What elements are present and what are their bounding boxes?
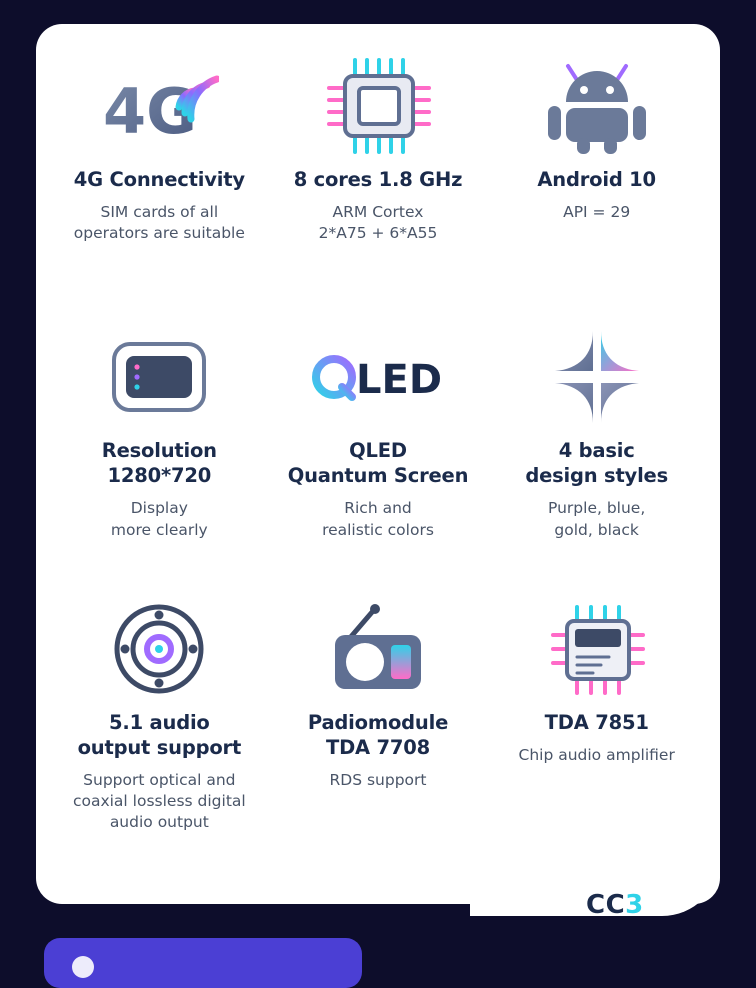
brand-logo-accent: 3	[625, 890, 644, 920]
brand-logo	[586, 890, 644, 920]
feature-title: QLED Quantum Screen	[287, 439, 469, 488]
feature-item-design-styles	[487, 321, 706, 592]
feature-subtitle: SIM cards of all operators are suitable	[73, 202, 245, 243]
feature-title: Padiomodule TDA 7708	[307, 710, 449, 759]
feature-item-audio	[50, 593, 269, 864]
feature-item-amplifier	[487, 593, 706, 864]
feature-title: 4 basic design styles	[525, 439, 668, 488]
feature-subtitle: Display more clearly	[110, 499, 208, 539]
feature-subtitle: Chip audio amplifier	[518, 745, 675, 764]
feature-title: Android 10	[537, 168, 656, 191]
feature-title: 4G Connectivity	[73, 168, 245, 191]
feature-item-4g	[50, 50, 269, 321]
radio-module-icon	[325, 593, 431, 705]
android-robot-icon	[544, 50, 650, 162]
design-styles-icon	[549, 321, 645, 433]
feature-grid	[36, 24, 720, 884]
feature-item-radio	[269, 593, 488, 864]
feature-title: Resolution 1280*720	[101, 439, 217, 488]
feature-subtitle: ARM Cortex 2*A75 + 6*A55	[318, 202, 438, 243]
speaker-audio-icon	[111, 593, 207, 705]
4g-signal-icon	[99, 50, 219, 162]
feature-subtitle: API = 29	[563, 202, 631, 221]
feature-subtitle: Purple, blue, gold, black	[548, 499, 646, 539]
svg-text:LED: LED	[355, 357, 442, 404]
cpu-chip-icon	[323, 50, 433, 162]
feature-item-resolution	[50, 321, 269, 592]
bottom-bar[interactable]	[44, 938, 362, 988]
feature-subtitle: Rich and realistic colors	[322, 499, 434, 539]
amplifier-chip-icon	[547, 593, 647, 705]
bottom-bar-icon	[72, 956, 94, 978]
qled-logo-icon	[308, 321, 448, 433]
feature-subtitle: Support optical and coaxial lossless digital audio output	[72, 770, 246, 832]
feature-title: 8 cores 1.8 GHz	[293, 168, 463, 191]
feature-subtitle: RDS support	[329, 770, 427, 789]
feature-item-qled	[269, 321, 488, 592]
display-screen-icon	[111, 321, 207, 433]
svg-text:4G: 4G	[103, 75, 198, 148]
feature-item-android	[487, 50, 706, 321]
brand-logo-text: CC	[586, 890, 626, 920]
feature-item-cpu	[269, 50, 488, 321]
feature-title: TDA 7851	[544, 710, 649, 734]
feature-title: 5.1 audio output support	[77, 710, 242, 759]
